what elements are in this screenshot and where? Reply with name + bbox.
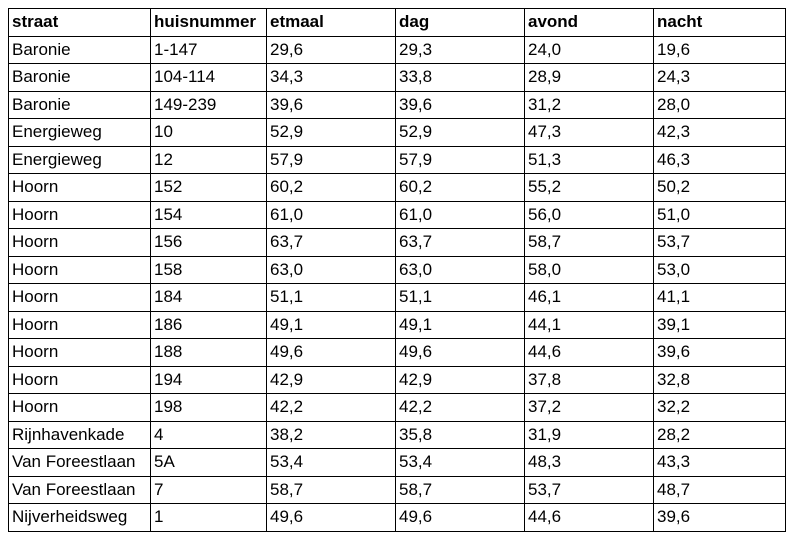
cell-straat: Hoorn xyxy=(9,311,151,339)
cell-nacht: 50,2 xyxy=(654,174,786,202)
cell-straat: Hoorn xyxy=(9,174,151,202)
cell-dag: 49,6 xyxy=(396,339,525,367)
cell-avond: 24,0 xyxy=(525,36,654,64)
table-row xyxy=(9,476,786,504)
table-row xyxy=(9,366,786,394)
cell-huisnummer: 156 xyxy=(151,229,267,257)
cell-huisnummer: 104-114 xyxy=(151,64,267,92)
cell-huisnummer: 7 xyxy=(151,476,267,504)
header-etmaal: etmaal xyxy=(267,9,396,37)
cell-straat: Baronie xyxy=(9,91,151,119)
cell-avond: 37,8 xyxy=(525,366,654,394)
table-row xyxy=(9,36,786,64)
cell-dag: 49,6 xyxy=(396,504,525,532)
cell-avond: 58,7 xyxy=(525,229,654,257)
cell-straat: Hoorn xyxy=(9,339,151,367)
cell-dag: 29,3 xyxy=(396,36,525,64)
cell-dag: 42,2 xyxy=(396,394,525,422)
cell-etmaal: 49,6 xyxy=(267,504,396,532)
cell-avond: 56,0 xyxy=(525,201,654,229)
cell-huisnummer: 194 xyxy=(151,366,267,394)
header-nacht: nacht xyxy=(654,9,786,37)
table-row xyxy=(9,421,786,449)
table-row xyxy=(9,449,786,477)
cell-etmaal: 63,7 xyxy=(267,229,396,257)
cell-huisnummer: 1-147 xyxy=(151,36,267,64)
cell-nacht: 19,6 xyxy=(654,36,786,64)
cell-avond: 51,3 xyxy=(525,146,654,174)
table-row xyxy=(9,64,786,92)
cell-nacht: 39,1 xyxy=(654,311,786,339)
cell-etmaal: 52,9 xyxy=(267,119,396,147)
cell-huisnummer: 188 xyxy=(151,339,267,367)
table-row xyxy=(9,146,786,174)
cell-huisnummer: 154 xyxy=(151,201,267,229)
cell-huisnummer: 10 xyxy=(151,119,267,147)
cell-avond: 37,2 xyxy=(525,394,654,422)
table-row xyxy=(9,119,786,147)
cell-dag: 42,9 xyxy=(396,366,525,394)
cell-straat: Hoorn xyxy=(9,229,151,257)
cell-dag: 58,7 xyxy=(396,476,525,504)
cell-etmaal: 38,2 xyxy=(267,421,396,449)
cell-straat: Energieweg xyxy=(9,146,151,174)
header-avond: avond xyxy=(525,9,654,37)
cell-avond: 48,3 xyxy=(525,449,654,477)
cell-nacht: 39,6 xyxy=(654,504,786,532)
cell-dag: 51,1 xyxy=(396,284,525,312)
table-row xyxy=(9,174,786,202)
table-row xyxy=(9,229,786,257)
header-straat: straat xyxy=(9,9,151,37)
cell-straat: Baronie xyxy=(9,36,151,64)
cell-straat: Hoorn xyxy=(9,366,151,394)
table-row xyxy=(9,284,786,312)
cell-huisnummer: 152 xyxy=(151,174,267,202)
table-row xyxy=(9,201,786,229)
cell-straat: Hoorn xyxy=(9,284,151,312)
cell-etmaal: 42,9 xyxy=(267,366,396,394)
cell-dag: 60,2 xyxy=(396,174,525,202)
table-row xyxy=(9,394,786,422)
cell-straat: Nijverheidsweg xyxy=(9,504,151,532)
cell-dag: 53,4 xyxy=(396,449,525,477)
cell-straat: Hoorn xyxy=(9,256,151,284)
cell-etmaal: 42,2 xyxy=(267,394,396,422)
cell-huisnummer: 12 xyxy=(151,146,267,174)
cell-etmaal: 49,1 xyxy=(267,311,396,339)
cell-etmaal: 58,7 xyxy=(267,476,396,504)
cell-nacht: 32,8 xyxy=(654,366,786,394)
cell-avond: 44,6 xyxy=(525,339,654,367)
cell-straat: Energieweg xyxy=(9,119,151,147)
noise-level-table xyxy=(8,8,786,532)
cell-avond: 58,0 xyxy=(525,256,654,284)
cell-nacht: 51,0 xyxy=(654,201,786,229)
cell-etmaal: 34,3 xyxy=(267,64,396,92)
cell-avond: 53,7 xyxy=(525,476,654,504)
cell-etmaal: 39,6 xyxy=(267,91,396,119)
cell-huisnummer: 149-239 xyxy=(151,91,267,119)
cell-avond: 44,1 xyxy=(525,311,654,339)
cell-straat: Hoorn xyxy=(9,201,151,229)
cell-nacht: 32,2 xyxy=(654,394,786,422)
cell-huisnummer: 198 xyxy=(151,394,267,422)
cell-etmaal: 51,1 xyxy=(267,284,396,312)
cell-dag: 52,9 xyxy=(396,119,525,147)
cell-nacht: 39,6 xyxy=(654,339,786,367)
cell-straat: Rijnhavenkade xyxy=(9,421,151,449)
cell-dag: 49,1 xyxy=(396,311,525,339)
cell-nacht: 28,0 xyxy=(654,91,786,119)
cell-dag: 35,8 xyxy=(396,421,525,449)
cell-etmaal: 49,6 xyxy=(267,339,396,367)
cell-avond: 28,9 xyxy=(525,64,654,92)
cell-avond: 55,2 xyxy=(525,174,654,202)
cell-huisnummer: 184 xyxy=(151,284,267,312)
cell-etmaal: 57,9 xyxy=(267,146,396,174)
table-body xyxy=(9,36,786,531)
header-dag: dag xyxy=(396,9,525,37)
header-huisnummer: huisnummer xyxy=(151,9,267,37)
cell-dag: 57,9 xyxy=(396,146,525,174)
cell-nacht: 53,0 xyxy=(654,256,786,284)
cell-avond: 31,2 xyxy=(525,91,654,119)
cell-avond: 44,6 xyxy=(525,504,654,532)
table-row xyxy=(9,504,786,532)
cell-huisnummer: 5A xyxy=(151,449,267,477)
table-row xyxy=(9,311,786,339)
cell-etmaal: 63,0 xyxy=(267,256,396,284)
cell-etmaal: 60,2 xyxy=(267,174,396,202)
cell-nacht: 42,3 xyxy=(654,119,786,147)
cell-dag: 61,0 xyxy=(396,201,525,229)
cell-nacht: 48,7 xyxy=(654,476,786,504)
cell-straat: Van Foreestlaan xyxy=(9,449,151,477)
cell-dag: 33,8 xyxy=(396,64,525,92)
cell-avond: 46,1 xyxy=(525,284,654,312)
header-row xyxy=(9,9,786,37)
cell-nacht: 46,3 xyxy=(654,146,786,174)
cell-straat: Baronie xyxy=(9,64,151,92)
cell-huisnummer: 4 xyxy=(151,421,267,449)
cell-nacht: 43,3 xyxy=(654,449,786,477)
cell-etmaal: 53,4 xyxy=(267,449,396,477)
cell-nacht: 53,7 xyxy=(654,229,786,257)
cell-huisnummer: 158 xyxy=(151,256,267,284)
cell-dag: 39,6 xyxy=(396,91,525,119)
cell-dag: 63,0 xyxy=(396,256,525,284)
table-row xyxy=(9,91,786,119)
cell-huisnummer: 1 xyxy=(151,504,267,532)
cell-etmaal: 61,0 xyxy=(267,201,396,229)
cell-straat: Hoorn xyxy=(9,394,151,422)
cell-straat: Van Foreestlaan xyxy=(9,476,151,504)
cell-avond: 31,9 xyxy=(525,421,654,449)
cell-avond: 47,3 xyxy=(525,119,654,147)
cell-etmaal: 29,6 xyxy=(267,36,396,64)
cell-huisnummer: 186 xyxy=(151,311,267,339)
table-row xyxy=(9,339,786,367)
cell-dag: 63,7 xyxy=(396,229,525,257)
cell-nacht: 28,2 xyxy=(654,421,786,449)
table-row xyxy=(9,256,786,284)
cell-nacht: 24,3 xyxy=(654,64,786,92)
cell-nacht: 41,1 xyxy=(654,284,786,312)
